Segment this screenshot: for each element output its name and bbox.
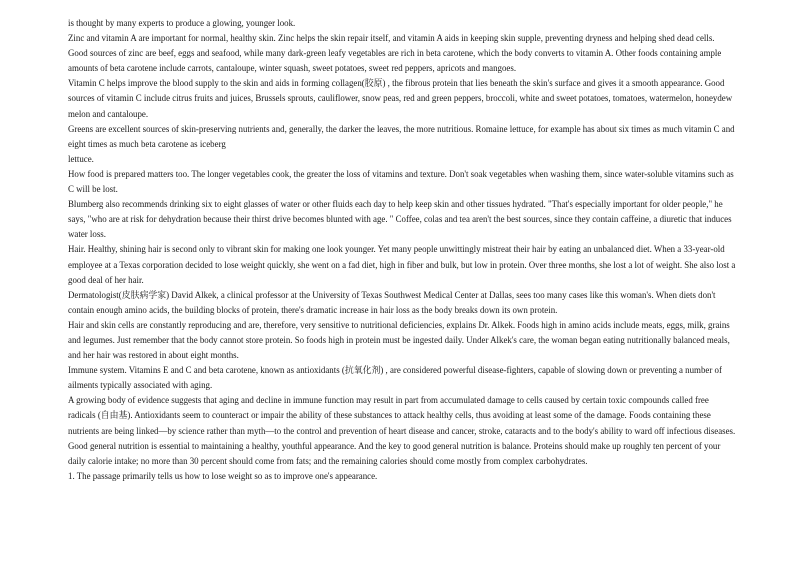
paragraph-immune-system: Immune system. Vitamins E and C and beta carotene, known as antioxidants (抗氧化剂) , are considered powerful disease-fighters, capable of slowing down or preventing a number of ailments typically associated with aging. bbox=[68, 365, 722, 391]
paragraph-hair: Hair. Healthy, shining hair is second only to vibrant skin for making one look younger. Yet many people unwittingly mistreat their hair by eating an unbalanced diet. When a 33-year-old employee at a Texas corporation decided to lose weight quickly, she went on a fad diet, high in fiber and bulk, but low in protein. Over three months, she lost a lot of weight. She also lost a good deal of her hair. bbox=[68, 244, 736, 285]
paragraph-lettuce: lettuce. bbox=[68, 153, 94, 164]
paragraph-intro-continuation: is thought by many experts to produce a glowing, younger look. bbox=[68, 18, 296, 28]
paragraph-vitamin-c: Vitamin C helps improve the blood supply to the skin and aids in forming collagen(胶原) , the fibrous protein that lies beneath the skin's surface and gives it a smooth appearance. Good sources of vitamin C include citrus fruits and juices, Brussels sprouts, cauliflower, snow peas, red and green peppers, broccoli, white and sweet potatoes, tomatoes, watermelon, honeydew melon and cantaloupe. bbox=[68, 78, 733, 119]
paragraph-general-nutrition: Good general nutrition is essential to maintaining a healthy, youthful appearance. And the key to good general nutrition is balance. Proteins should make up roughly ten percent of your daily calorie intake; no more than 30 percent should come from fats; and the remaining calories should come mostly from complex carbohydrates. bbox=[68, 440, 721, 466]
document-page bbox=[68, 16, 736, 484]
paragraph-food-preparation: How food is prepared matters too. The longer vegetables cook, the greater the loss of vitamins and texture. Don't soak vegetables when washing them, since water-soluble vitamins such as C will be lost. bbox=[68, 168, 734, 195]
paragraph-dermatologist: Dermatologist(皮肤病学家) David Alkek, a clinical professor at the University of Texas Southwest Medical Center at Dallas, sees too many cases like this woman's. When diets don't contain enough amino acids, the building blocks of protein, there's dramatic increase in hair loss as the body breaks down its own protein. bbox=[68, 289, 716, 315]
question-1: 1. The passage primarily tells us how to lose weight so as to improve one's appearance. bbox=[68, 470, 378, 481]
paragraph-free-radicals: A growing body of evidence suggests that aging and decline in immune function may result in part from accumulated damage to cells caused by certain toxic compounds called free radicals (自由基). Antioxidants seem to counteract or impair the ability of these substances to attack healthy cells, thus avoiding at least some of the damage. Foods containing these nutrients are being linked—by science rather than myth—to the control and prevention of heart disease and cancer, stroke, cataracts and to the body's ability to ward off infectious diseases. bbox=[68, 395, 736, 436]
paragraph-zinc-vitamin-a: Zinc and vitamin A are important for normal, healthy skin. Zinc helps the skin repair itself, and vitamin A aids in keeping skin supple, preventing dryness and helping shed dead cells. Good sources of zinc are beef, eggs and seafood, while many dark-green leafy vegetables are rich in beta carotene, which the body converts to vitamin A. Other foods containing ample amounts of beta carotene include carrots, cantaloupe, winter squash, sweet potatoes, sweet red peppers, apricots and mangoes. bbox=[68, 33, 722, 74]
paragraph-hydration: Blumberg also recommends drinking six to eight glasses of water or other fluids each day to help keep skin and other tissues hydrated. "That's especially important for older people," he says, "who are at risk for dehydration because their thirst drive becomes blunted with age. " Coffee, colas and tea aren't the best sources, since they contain caffeine, a diuretic that induces water loss. bbox=[68, 199, 732, 240]
paragraph-hair-skin-cells: Hair and skin cells are constantly reproducing and are, therefore, very sensitive to nutritional deficiencies, explains Dr. Alkek. Foods high in amino acids include meats, eggs, milk, grains and legumes. Just remember that the body cannot store protein. So foods high in protein must be ingested daily. Under Alkek's care, the woman began eating nutritionally balanced meals, and her hair was restored in about eight months. bbox=[68, 319, 730, 361]
paragraph-greens: Greens are excellent sources of skin-preserving nutrients and, generally, the darker the leaves, the more nutritious. Romaine lettuce, for example has about six times as much vitamin C and eight times as much beta carotene as iceberg bbox=[68, 123, 735, 149]
